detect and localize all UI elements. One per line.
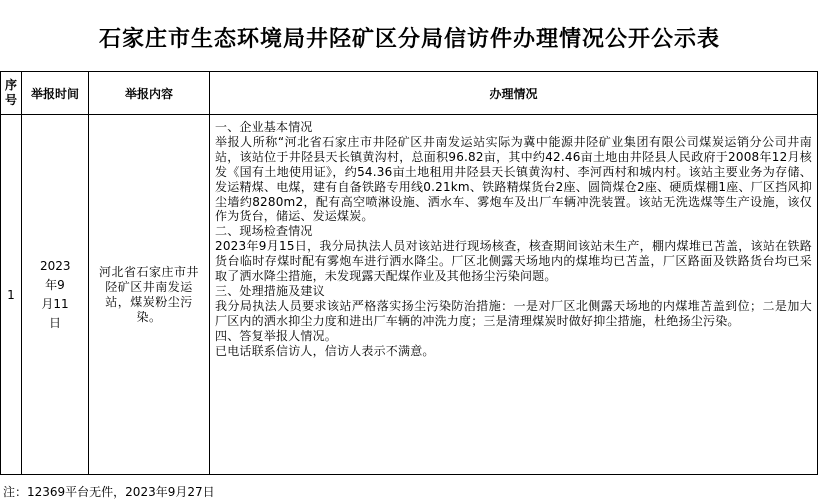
handling-line: 四、答复举报人情况。 — [215, 328, 338, 343]
cell-handling — [210, 115, 818, 475]
page-title: 石家庄市生态环境局井陉矿区分局信访件办理情况公开公示表 — [98, 26, 720, 52]
handling-line: 二、现场检查情况 — [215, 224, 313, 239]
handling-line: 2023年9月15日，我分局执法人员对该站进行现场核查，核查期间该站未生产，棚内煤堆已苫盖，该站在铁路货台临时存煤时配有雾炮车进行洒水降尘。厂区北侧露天场地内的煤堆均已苫盖，厂区路面及铁路货台均已采取了洒水降尘措施，未发现露天配煤作业及其他扬尘污染问题。 — [215, 239, 812, 284]
handling-line: 我分局执法人员要求该站严格落实扬尘污染防治措施：一是对厂区北侧露天场地的内煤堆苫盖到位；二是加大厂区内的洒水抑尘力度和进出厂车辆的冲洗力度；三是清理煤炭时做好抑尘措施，杜绝扬尘污染。 — [215, 298, 812, 328]
cell-date: 2023年9月11日 — [22, 115, 89, 475]
header-content: 举报内容 — [89, 72, 210, 115]
handling-line: 一、企业基本情况 — [215, 120, 313, 134]
handling-line: 三、处理措施及建议 — [215, 283, 325, 298]
cell-content: 河北省石家庄市井陉矿区井南发运站，煤炭粉尘污染。 — [89, 115, 210, 475]
table-header-row — [1, 72, 818, 115]
handling-line: 已电话联系信访人，信访人表示不满意。 — [215, 343, 435, 358]
header-no: 序号 — [1, 72, 22, 115]
handling-line: 举报人所称“河北省石家庄市井陉矿区井南发运站实际为冀中能源井陉矿业集团有限公司煤炭运销分公司井南站，该站位于井陉县天长镇黄沟村，总面积96.82亩，其中约42.46亩土地由井陉县人民政府于2008年12月核发《国有土地使用证》，约54.36亩土地租用井陉县天长镇黄沟村、李河西村和城内村。该站主要业务为存储、发运精煤、电煤，建有自备铁路专用线0.21km、铁路精煤货台2座、圆筒煤仓2座、硬质煤棚1座、厂区挡风抑尘墙约8280m2，配有高空喷淋设施、洒水车、雾炮车及出厂车辆冲洗装置。该站无洗选煤等生产设施，该仅作为货台，储运、发运煤炭。 — [215, 134, 812, 224]
complaint-table — [0, 71, 818, 475]
footer-note: 注：12369平台无件，2023年9月27日 — [3, 485, 215, 499]
table-row — [1, 115, 818, 475]
header-date: 举报时间 — [22, 72, 89, 115]
cell-no: 1 — [1, 115, 22, 475]
header-handling: 办理情况 — [210, 72, 818, 115]
